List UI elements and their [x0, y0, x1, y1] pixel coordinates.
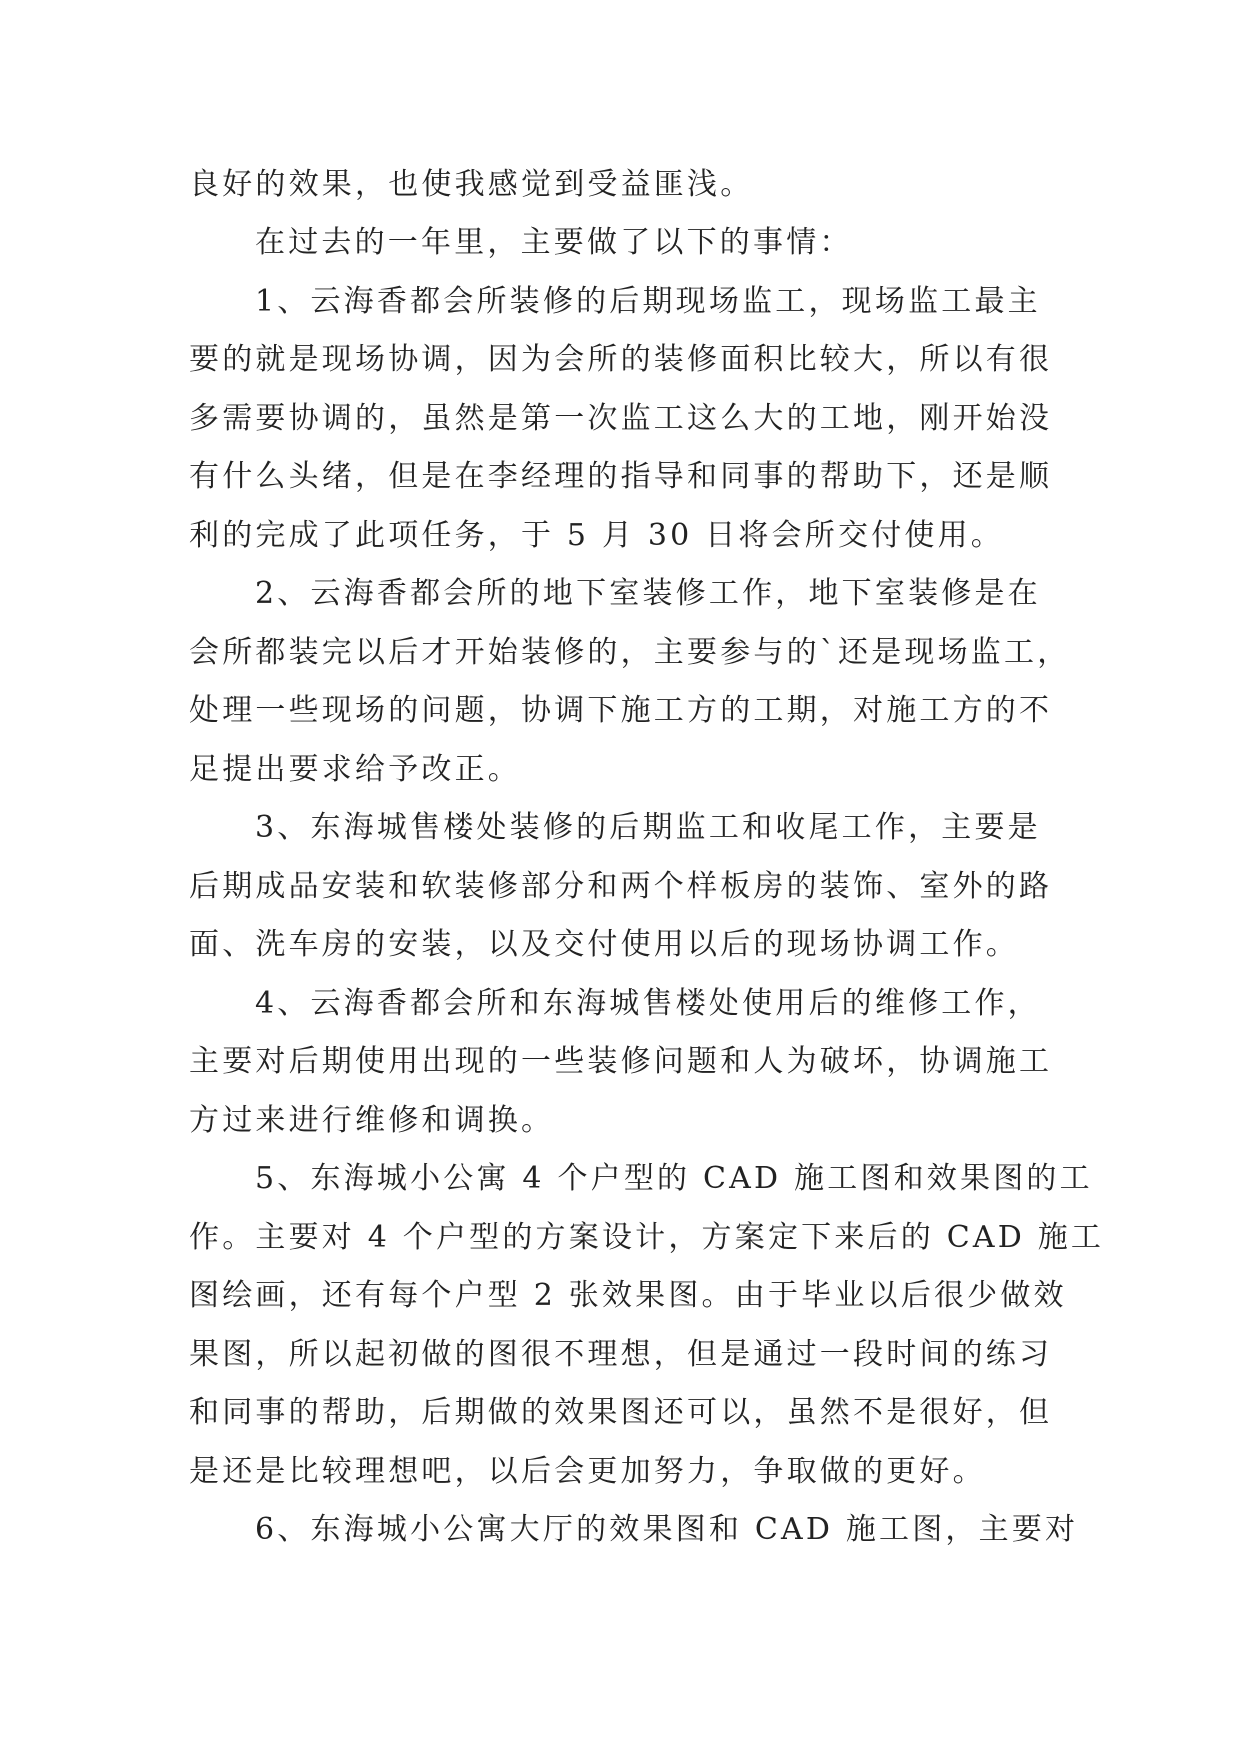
- text-line: 利的完成了此项任务，于 5 月 30 日将会所交付使用。: [189, 518, 1005, 553]
- text-line: 2、云海香都会所的地下室装修工作，地下室装修是在: [255, 576, 1041, 611]
- text-line: 图绘画，还有每个户型 2 张效果图。由于毕业以后很少做效: [189, 1278, 1067, 1313]
- text-line: 1、云海香都会所装修的后期现场监工，现场监工最主: [255, 284, 1041, 319]
- text-line: 会所都装完以后才开始装修的，主要参与的`还是现场监工，: [189, 635, 1071, 670]
- text-line: 5、东海城小公寓 4 个户型的 CAD 施工图和效果图的工: [255, 1161, 1093, 1196]
- text-line: 是还是比较理想吧，以后会更加努力，争取做的更好。: [189, 1454, 986, 1489]
- text-line: 作。主要对 4 个户型的方案设计，方案定下来后的 CAD 施工: [189, 1220, 1105, 1255]
- text-line: 处理一些现场的问题，协调下施工方的工期，对施工方的不: [189, 693, 1053, 728]
- text-line: 4、云海香都会所和东海城售楼处使用后的维修工作，: [255, 986, 1041, 1021]
- text-line: 良好的效果，也使我感觉到受益匪浅。: [189, 167, 754, 202]
- text-line: 足提出要求给予改正。: [189, 752, 521, 787]
- text-line: 面、洗车房的安装，以及交付使用以后的现场协调工作。: [189, 927, 1019, 962]
- text-line: 和同事的帮助，后期做的效果图还可以，虽然不是很好，但: [189, 1395, 1053, 1430]
- text-line: 在过去的一年里，主要做了以下的事情：: [255, 225, 853, 260]
- text-line: 要的就是现场协调，因为会所的装修面积比较大，所以有很: [189, 342, 1053, 377]
- text-line: 3、东海城售楼处装修的后期监工和收尾工作，主要是: [255, 810, 1041, 845]
- text-line: 主要对后期使用出现的一些装修问题和人为破坏，协调施工: [189, 1044, 1053, 1079]
- text-line: 后期成品安装和软装修部分和两个样板房的装饰、室外的路: [189, 869, 1053, 904]
- text-line: 有什么头绪，但是在李经理的指导和同事的帮助下，还是顺: [189, 459, 1053, 494]
- text-line: 果图，所以起初做的图很不理想，但是通过一段时间的练习: [189, 1337, 1053, 1372]
- text-line: 方过来进行维修和调换。: [189, 1103, 555, 1138]
- text-line: 多需要协调的，虽然是第一次监工这么大的工地，刚开始没: [189, 401, 1053, 436]
- text-line: 6、东海城小公寓大厅的效果图和 CAD 施工图，主要对: [255, 1512, 1079, 1547]
